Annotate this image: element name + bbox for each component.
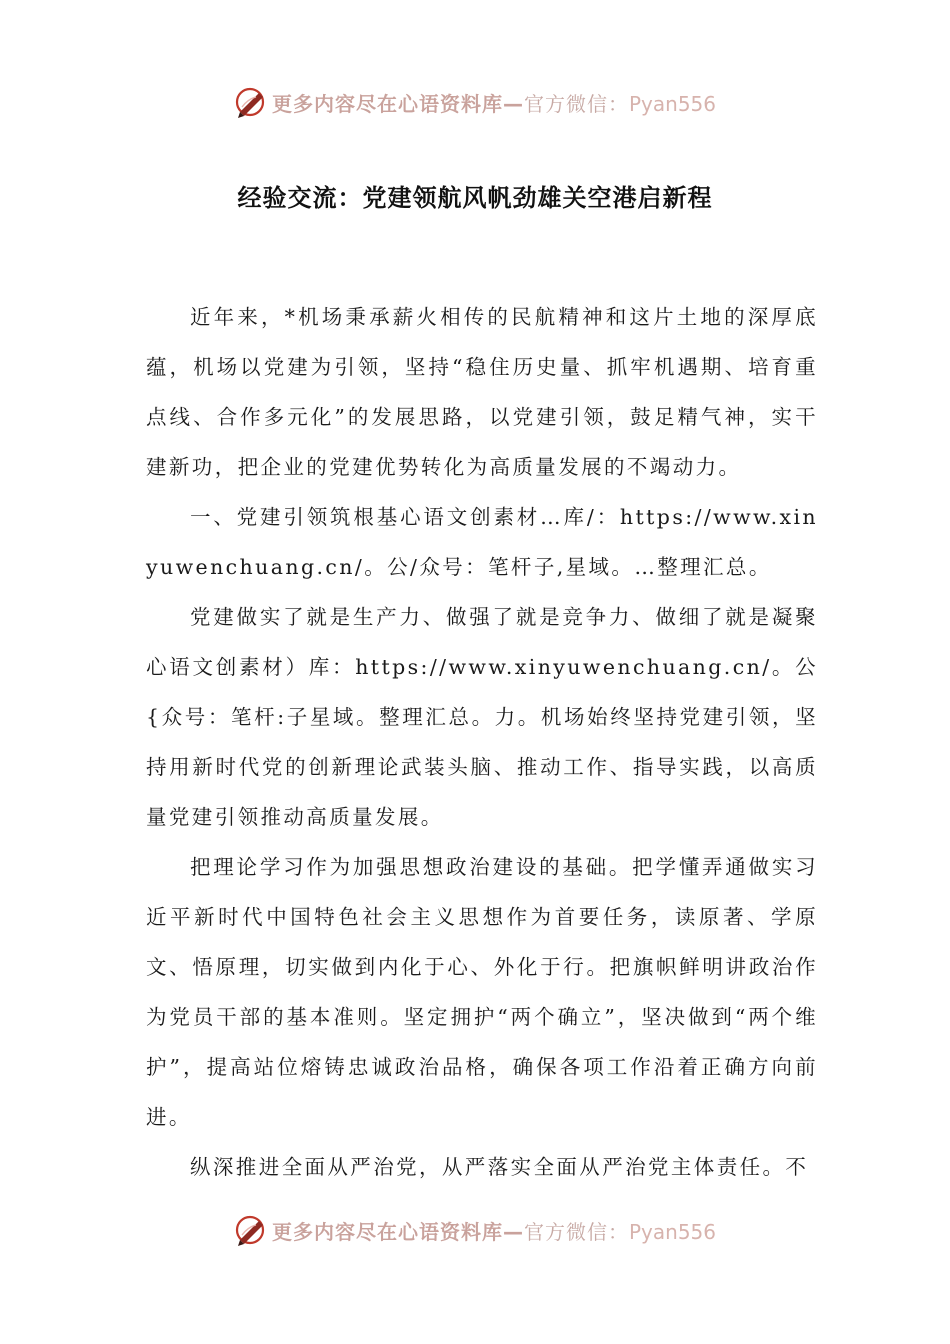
- pen-logo-icon: [234, 1213, 268, 1247]
- document-body: [146, 292, 818, 1192]
- watermark-wechat-id: Pyan556: [628, 91, 716, 116]
- footer-watermark-banner: [0, 1210, 950, 1250]
- pen-logo-icon: [234, 85, 268, 119]
- watermark-wechat-label: 官方微信：: [523, 1219, 629, 1244]
- document-title: 经验交流：党建领航风帆劲雄关空港启新程: [237, 184, 713, 212]
- watermark-site-text: 更多内容尽在心语资料库—: [271, 91, 524, 116]
- watermark-site-text: 更多内容尽在心语资料库—: [271, 1219, 524, 1244]
- paragraph: 一、党建引领筑根基心语文创素材…库/：https://www.xinyuwenchuang.cn/。公/众号：笔杆子,星域。…整理汇总。: [146, 505, 818, 579]
- watermark-text: [272, 1216, 716, 1245]
- watermark-text: [272, 88, 716, 117]
- watermark-wechat-label: 官方微信：: [523, 91, 629, 116]
- watermark-wechat-id: Pyan556: [628, 1219, 716, 1244]
- paragraph: 把理论学习作为加强思想政治建设的基础。把学懂弄通做实习近平新时代中国特色社会主义思想作为首要任务，读原著、学原文、悟原理，切实做到内化于心、外化于行。把旗帜鲜明讲政治作为党员干部的基本准则。坚定拥护“两个确立”，坚决做到“两个维护”，提高站位熔铸忠诚政治品格，确保各项工作沿着正确方向前进。: [146, 855, 818, 1129]
- paragraph: 近年来，*机场秉承薪火相传的民航精神和这片土地的深厚底蕴，机场以党建为引领，坚持“稳住历史量、抓牢机遇期、培育重点线、合作多元化”的发展思路，以党建引领，鼓足精气神，实干建新功，把企业的党建优势转化为高质量发展的不竭动力。: [146, 305, 818, 479]
- paragraph: 纵深推进全面从严治党，从严落实全面从严治党主体责任。不: [190, 1155, 809, 1179]
- paragraph: 党建做实了就是生产力、做强了就是竞争力、做细了就是凝聚心语文创素材）库：https://www.xinyuwenchuang.cn/。公{众号：笔杆:子星域。整理汇总。力。机场始终坚持党建引领，坚持用新时代党的创新理论武装头脑、推动工作、指导实践，以高质量党建引领推动高质量发展。: [146, 605, 818, 829]
- header-watermark-banner: [0, 82, 950, 122]
